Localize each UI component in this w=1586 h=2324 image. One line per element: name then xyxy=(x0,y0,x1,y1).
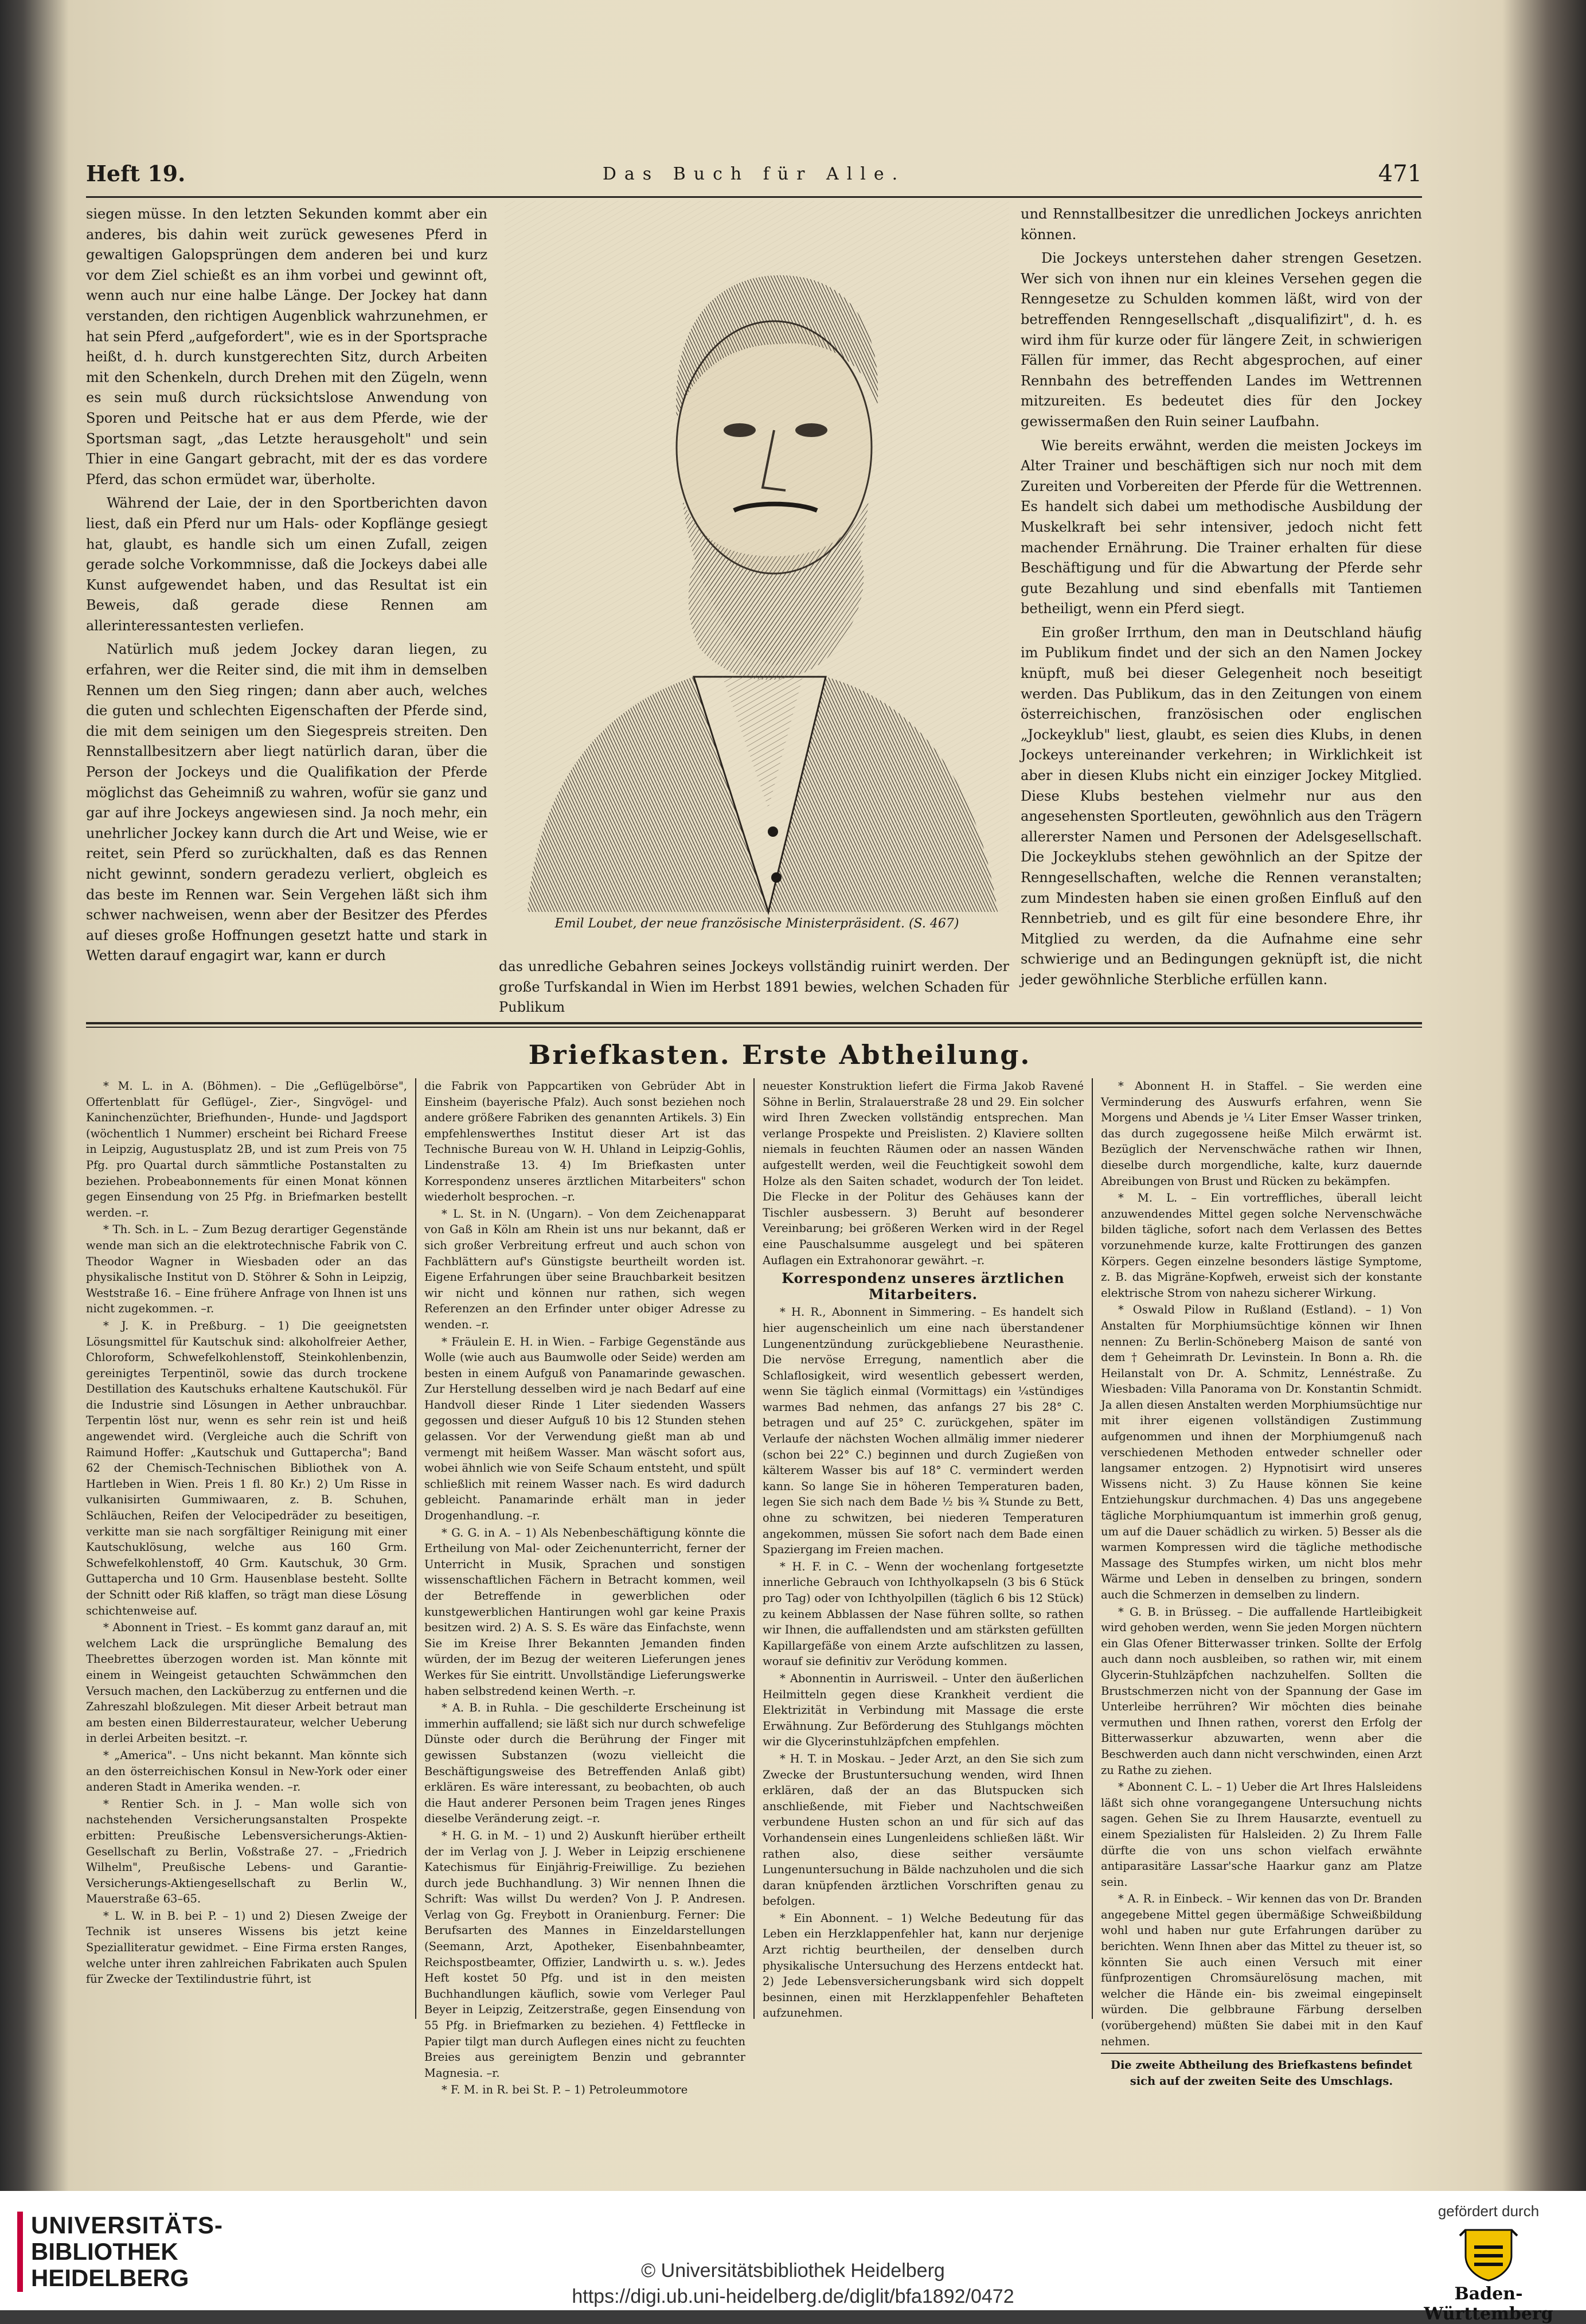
briefkasten-column-3 xyxy=(763,1078,1084,2019)
paragraph: * L. W. in B. bei P. – 1) und 2) Diesen Zweige der Technik ist unseres Wissens bis jetzt keine Spezialliteratur gewidmet. – Eine Firma ersten Ranges, welche unter ihren zahlreichen Fabrikaten auch Spulen für Zwecke der Textilindustrie führt, ist xyxy=(86,1909,407,1986)
paragraph: * Abonnent C. L. – 1) Ueber die Art Ihres Halsleidens läßt sich ohne vorangegangene Untersuchung nichts sagen. Gehen Sie zu Ihrem Hausarzte, eventuell zu einem Spezialisten für Halsleiden. 2) Zu Ihrem Falle dürfte die von uns schon vielfach erwähnte antiparasitäre Lassar'sche Haarkur ganz am Platze sein. xyxy=(1101,1780,1422,1889)
paragraph: * M. L. – Ein vortreffliches, überall leicht anzuwendendes Mittel gegen solche Nervenschwäche bilden tägliche, sofort nach dem Verlassen des Bettes vorzunehmende kurze, kalte Frottirungen des ganzen Körpers. Gegen einzelne besonders lästige Symptome, z. B. das Migräne-Kopfweh, erweist sich der konstante elektrische Strom von nahezu sicherer Wirkung. xyxy=(1101,1191,1422,1300)
paragraph: * Abonnent H. in Staffel. – Sie werden eine Verminderung des Auswurfs erfahren, wenn Sie Morgens und Abends je ¼ Liter Emser Wasser trinken, das durch zugegossene heiße Milch erwärmt ist. Bezüglich der Nervenschwäche rathen wir Ihnen, dieselbe durch morgendliche, kalte, kurz dauernde Abreibungen von Brust und Rücken zu bekämpfen. xyxy=(1101,1079,1422,1188)
permalink-url[interactable]: https://digi.ub.uni-heidelberg.de/diglit/bfa1892/0472 xyxy=(572,2286,1014,2307)
article-column-right xyxy=(1021,204,1422,1090)
paragraph: Die Jockeys unterstehen daher strengen Gesetzen. Wer sich von ihnen nur ein kleines Versehen gegen die Renngesetze zu Schulden kommen läßt, wird von der betreffenden Renngesellschaft „disqualifizirt", d. h. es wird ihm für kurze oder für längere Zeit, in schwierigen Fällen für immer, das Recht abgesprochen, auf einer Rennbahn des betreffenden Landes im Wettrennen mitzureiten. Es bedeutet dies für den Jockey gewissermaßen den Ruin seiner Laufbahn. xyxy=(1021,250,1422,430)
briefkasten-column-4 xyxy=(1101,1078,1422,2088)
header-rule xyxy=(86,196,1422,198)
paragraph: * J. K. in Preßburg. – 1) Die geeignetsten Lösungsmittel für Kautschuk sind: alkoholfreier Aether, Chloroform, Schwefelkohlenstoff, Steinkohlenbenzin, gereinigtes Terpentinöl, sowie das durch trockene Destillation des Kautschuks erhaltene Kautschuköl. Für die Industrie sind Lösungen in Aether unbrauchbar. Terpentin löst nur, wenn es sehr rein ist und heiß angewendet wird. (Vergleiche auch die Schrift von Raimund Hoffer: „Kautschuk und Guttapercha"; Band 62 der Chemisch-Technischen Bibliothek von A. Hartleben in Wien. Preis 1 fl. 80 Kr.) 2) Um Risse in vulkanisirten Gummiwaaren, z. B. Schuhen, Schläuchen, Reifen der Velocipedräder zu beseitigen, verkitte man sie nach sorgfältiger Reinigung mit einer Kautschuklösung, welche aus 160 Grm. Schwefelkohlenstoff, 40 Grm. Kautschuk, 30 Grm. Guttapercha und 10 Grm. Hausenblase besteht. Sollte der Schnitt oder Riß klaffen, so trägt man diese Lösung schichtenweise auf. xyxy=(86,1319,407,1617)
section-rule-bottom xyxy=(86,1027,1422,1028)
paragraph: und Rennstallbesitzer die unredlichen Jockeys anrichten können. xyxy=(1021,206,1422,243)
note-rule xyxy=(1101,2053,1422,2054)
paragraph: neuester Konstruktion liefert die Firma Jakob Ravené Söhne in Berlin, Stralauerstraße 28 und 29. Ein solcher wird Ihren Zwecken vollständig entsprechen. Man verlange Prospekte und Preislisten. 2) Klaviere sollten niemals in feuchten Räumen oder an nassen Wänden aufgestellt werden, weil die Feuchtigkeit sowohl dem Holze als den Saiten schadet, wodurch der Ton leidet. Die Flecke in der Politur des Gehäuses kann der Tischler ausbessern. 3) Beruht auf besonderer Vereinbarung; bei größeren Werken wird in der Regel eine Pauschalsumme ausgelegt und bei späteren Auflagen ein Extrahonorar gewährt. –r. xyxy=(763,1079,1084,1267)
section-title: Briefkasten. Erste Abtheilung. xyxy=(528,1039,1032,1070)
page-number: 471 xyxy=(1378,161,1422,187)
paragraph: * G. G. in A. – 1) Als Nebenbeschäftigung könnte die Ertheilung von Mal- oder Zeichenunterricht, ferner der Unterricht in Musik, Sprachen und sonstigen wissenschaftlichen Fächern in Betracht kommen, weil der Betreffende in gewerblichen oder kunstgewerblichen Hantirungen wohl gar keine Praxis besitzen wird. 2) A. S. S. Es wäre das Einfachste, wenn Sie im Kreise Ihrer Bekannten Jemanden finden würden, der im Bezug der weiteren Lieferungen jenes Werkes für Sie eintritt. Unvollständige Lieferungswerke haben selbstredend keinen Werth. –r. xyxy=(424,1526,745,1698)
column-divider-2 xyxy=(753,1078,755,2019)
paragraph: * Abonnent in Triest. – Es kommt ganz darauf an, mit welchem Lack die ursprüngliche Bemalung des Theebrettes überzogen worden ist. Man könnte mit einem in Weingeist getauchten Schwämmchen den Versuch machen, den Lacküberzug zu entfernen und die Zahreszahl bloßzulegen. Mit dieser Arbeit betraut man am besten einen Bilderrestaurateur, welcher Ueberung in derlei Arbeiten besitzt. –r. xyxy=(86,1621,407,1745)
subsection-heading: Korrespondenz unseres ärztlichen Mitarbeiters. xyxy=(782,1270,1065,1303)
magazine-page xyxy=(63,92,1497,2157)
paragraph: * Ein Abonnent. – 1) Welche Bedeutung für das Leben ein Herzklappenfehler hat, kann nur derjenige Arzt richtig beurtheilen, der denselben durch physikalische Untersuchung des Herzens entdeckt hat. 2) Jede Lebensversicherungsbank wird sich doppelt besinnen, einen mit Herzklappenfehler Behafteten aufzunehmen. xyxy=(763,1911,1084,2020)
portrait-caption: Emil Loubet, der neue französische Ministerpräsident. (S. 467) xyxy=(554,917,959,931)
paragraph: * H. R., Abonnent in Simmering. – Es handelt sich hier augenscheinlich um eine nach überstandener Lungenentzündung zurückgebliebene Neurasthenie. Die nervöse Erregung, namentlich aber die Schlaflosigkeit, wird wesentlich gebessert werden, wenn Sie täglich einmal (Vormittags) ein ¼stündiges warmes Bad nehmen, das anfangs 27 bis 28° C. betragen und auf 25° C. zurückgehen, später im Verlaufe der nächsten Wochen allmälig immer niederer (schon bei 22° C.) beginnen und durch Zugießen von kälterem Wasser bis auf 18° C. vermindert werden kann. So lange Sie in höheren Temperaturen baden, legen Sie sich nach dem Bade ½ bis ¾ Stunde zu Bett, ohne zu schwitzen, bei niederen Temperaturen angekommen, müssen Sie sofort nach dem Bade einen Spaziergang im Freien machen. xyxy=(763,1305,1084,1557)
issue-number: Heft 19. xyxy=(86,161,186,186)
logo-text-line-2: BIBLIOTHEK xyxy=(31,2238,178,2265)
briefkasten-column-1 xyxy=(86,1078,407,2019)
paragraph: * G. B. in Brüsseg. – Die auffallende Hartleibigkeit wird gehoben werden, wenn Sie jeden Morgen nüchtern ein Glas Ofener Bitterwasser trinken. Sollte der Erfolg auch dann noch ausbleiben, so rathen wir, mit einem Glycerin-Stuhlzäpfchen nachzuhelfen. Sollten die Brustschmerzen nicht von der Spannung der Gase im Unterleibe herrühren? Wir möchten dies beinahe vermuthen und Ihnen rathen, vorerst den Erfolg der Bitterwasserkur abzuwarten, wenn aber die Beschwerden auch dann nicht verschwinden, einen Arzt zu Rathe zu ziehen. xyxy=(1101,1605,1422,1777)
publication-title: Das Buch für Alle. xyxy=(602,164,906,184)
coat-of-arms-icon xyxy=(1457,2224,1520,2282)
logo-text-line-3: HEIDELBERG xyxy=(31,2264,189,2291)
paragraph: * H. F. in C. – Wenn der wochenlang fortgesetzte innerliche Gebrauch von Ichthyolkapseln (3 bis 6 Stück pro Tag) oder von Ichthyolpillen (täglich 6 bis 12 Stück) zu keinem Abblassen der Nase führen sollte, so rathen wir Ihnen, die auffallendsten und am stärksten gefüllten Kapillargefäße von einem Arzte aufschlitzen zu lassen, worauf sie definitiv zur Verödung kommen. xyxy=(763,1559,1084,1668)
paragraph: Während der Laie, der in den Sportberichten davon liest, daß ein Pferd nur um Hals- oder Kopflänge gesiegt hat, glaubt, es handle sich um einen Zufall, zeigen gerade solche Vorkommnisse, daß die Jockeys dabei alle Kunst aufgewendet haben, und das Resultat ist ein Beweis, daß gerade diese Rennen am allerinteressantesten verliefen. xyxy=(86,495,487,634)
paragraph: * „America". – Uns nicht bekannt. Man könnte sich an den österreichischen Konsul in New-York oder einer anderen Stadt in Amerika wenden. –r. xyxy=(86,1748,407,1794)
section-rule-top xyxy=(86,1022,1422,1024)
logo-text-line-1: UNIVERSITÄTS- xyxy=(31,2212,224,2239)
sponsor-label: gefördert durch xyxy=(1437,2202,1540,2220)
paragraph: * Fräulein E. H. in Wien. – Farbige Gegenstände aus Wolle (wie auch aus Baumwolle oder Seide) werden am besten in einem Aufguß von Panamarinde gewaschen. Zur Herstellung desselben wird je nach Bedarf auf eine Handvoll dieser Rinde 1 Liter siedenden Wassers gegossen und dieser Aufguß 10 bis 12 Stunden stehen gelassen. Vor der Verwendung gießt man ab und vermengt mit heißem Wasser. Man wäscht sofort aus, wobei ähnlich wie von Seife Schaum entsteht, und spült schließlich mit reinem Wasser nach. Es wird dadurch gebleicht. Panamarinde erhält man in jeder Drogenhandlung. –r. xyxy=(424,1335,745,1523)
copyright-notice: © Universitätsbibliothek Heidelberg xyxy=(641,2260,945,2282)
paragraph: * A. R. in Einbeck. – Wir kennen das von Dr. Branden angegebene Mittel gegen übermäßige Schweißbildung wohl und haben nur gute Erfahrungen darüber zu berichten. Wenn Ihnen aber das Mittel zu theuer ist, so könnten Sie auch einen Versuch mit einer fünfprozentigen Chromsäurelösung machen, mit welcher die Hände ein- bis zweimal eingepinselt würden. Die gelbbraune Färbung derselben (vorübergehend) müßten Sie dabei mit in den Kauf nehmen. xyxy=(1101,1892,1422,2048)
sponsor-badge[interactable] xyxy=(1414,2202,1563,2324)
running-header xyxy=(86,161,1422,195)
column-divider-3 xyxy=(1092,1078,1093,2019)
continuation-note: Die zweite Abtheilung des Briefkastens befindet sich auf der zweiten Seite des Umschlags. xyxy=(1110,2058,1413,2088)
paragraph: * H. T. in Moskau. – Jeder Arzt, an den Sie sich zum Zwecke der Brustuntersuchung wenden, wird Ihnen erklären, daß der an das Blutspucken sich anschließende, mit Fieber und Nachtschweißen verbundene Husten schon an und für sich auf das Vorhandensein eines Lungenleidens schließen läßt. Wir rathen also, diese seither versäumte Lungenuntersuchung in Bälde nachzuholen und die sich daran knüpfenden ärztlichen Vorschriften genau zu befolgen. xyxy=(763,1752,1084,1908)
paragraph: * Oswald Pilow in Rußland (Estland). – 1) Von Anstalten für Morphiumsüchtige können wir Ihnen nennen: Zu Berlin-Schöneberg Maison de santé von dem † Geheimrath Dr. Levinstein. In Bonn a. Rh. die Heilanstalt von Dr. A. Schmitz, Lennéstraße. Zu Wiesbaden: Villa Panorama von Dr. Konstantin Schmidt. Ja allen diesen Anstalten werden Morphiumsüchtige nur mit ihrer eigenen vollständigen Zustimmung aufgenommen und ihnen der Morphiumgenuß nach verschiedenen Methoden entweder schneller oder langsamer entzogen. 2) Hypnotisirt wird unseres Wissens nicht. 3) Zu Hause können Sie keine Entziehungskur durchmachen. 4) Das uns angegebene tägliche Morphiumquantum ist immerhin groß genug, um auf die Dauer schädlich zu wirken. 5) Besser als die warmen Kompressen wird die tägliche methodische Massage des Stumpfes wirken, um nicht blos mehr Wärme und Leben in denselben zu bringen, sondern auch die Schmerzen in demselben zu lindern. xyxy=(1101,1303,1422,1601)
paragraph: Ein großer Irrthum, den man in Deutschland häufig im Publikum findet und der sich an den Namen Jockey knüpft, muß bei dieser Gelegenheit noch beseitigt werden. Das Publikum, das in den Zeitungen von einem österreichischen, französischen oder englischen „Jockeyklub" liest, glaubt, es seien dies Klubs, in denen Jockeys untereinander verkehren; in Wirklichkeit ist aber in diesen Klubs nicht ein einziger Jockey Mitglied. Diese Klubs bestehen vielmehr nur aus den angesehensten Sportleuten, gewöhnlich aus den Trägern allererster Namen und Personen der Adelsgesellschaft. Die Jockeyklubs stehen gewöhnlich an der Spitze der Renngesellschaften, welche die Rennen veranstalten; zum Mindesten haben sie einen großen Einfluß auf den Rennbetrieb, und es gilt für eine besondere Ehre, ihr Mitglied zu werden, da die Aufnahme eine sehr schwierige und an Bedingungen geknüpft ist, die nicht jeder gewöhnliche Sterbliche erfüllen kann. xyxy=(1021,624,1422,988)
paragraph: * Th. Sch. in L. – Zum Bezug derartiger Gegenstände wende man sich an die elektrotechnische Fabrik von C. Theodor Wagner in Wiesbaden oder an das physikalische Institut von D. Stöhrer & Sohn in Leipzig, Weststraße 16. – Eine frühere Anfrage von Ihnen ist uns nicht zugekommen. –r. xyxy=(86,1223,407,1316)
column-divider-1 xyxy=(415,1078,416,2019)
article-column-left xyxy=(86,204,487,1090)
article-continuation: das unredliche Gebahren seines Jockeys vollständig ruinirt werden. Der große Turfskandal in Wien im Herbst 1891 bewies, welchen Schaden für Publikum xyxy=(499,958,1009,1016)
paragraph: die Fabrik von Pappcartiken von Gebrüder Abt in Einsheim (bayerische Pfalz). Auch sonst beziehen noch andere größere Fabriken des genannten Artikels. 3) Ein empfehlenswerthes Institut dieser Art ist das Technische Bureau von W. H. Uhland in Leipzig-Gohlis, Lindenstraße 13. 4) Im Briefkasten unter Korrespondenz unseres ärztlichen Mitarbeiters" schon wiederholt besprochen. –r. xyxy=(424,1079,745,1204)
paragraph: * H. G. in M. – 1) und 2) Auskunft hierüber ertheilt der im Verlag von J. J. Weber in Leipzig erschienene Katechismus für Einjährig-Freiwillige. Zu beziehen durch jede Buchhandlung. 3) Wir nennen Ihnen die Schrift: Was willst Du werden? Von J. P. Andresen. Verlag von Gg. Freybott in Oranienburg. Ferner: Die Berufsarten des Mannes in Einzeldarstellungen (Seemann, Arzt, Apotheker, Eisenbahnbeamter, Reichspostbeamter, Offizier, Landwirth u. s. w.). Jedes Heft kostet 50 Pfg. und ist in den meisten Buchhandlungen käuflich, sowie vom Verleger Paul Beyer in Leipzig, Zeitzerstraße, gegen Einsendung von 55 Pfg. in Briefmarken zu beziehen. 4) Fettflecke in Papier tilgt man durch Auflegen eines nicht zu feuchten Breies aus gereinigtem Benzin und gebrannter Magnesia. –r. xyxy=(424,1828,745,2080)
library-footer xyxy=(0,2191,1586,2324)
paragraph: * F. M. in R. bei St. P. – 1) Petroleummotore xyxy=(442,2083,688,2097)
paragraph: * Abonnentin in Aurrisweil. – Unter den äußerlichen Heilmitteln gegen diese Krankheit verdient die Elektrizität in Verbindung mit Massage die erste Erwähnung. Zur Beförderung des Stuhlgangs möchten wir die Glycerinstuhlzäpfchen empfehlen. xyxy=(763,1671,1084,1749)
briefkasten-column-2 xyxy=(424,1078,745,2097)
sponsor-name: Baden-Württemberg xyxy=(1424,2284,1553,2324)
paragraph: * M. L. in A. (Böhmen). – Die „Geflügelbörse", Offertenblatt für Geflügel-, Zier-, Singvögel- und Kaninchenzüchter, Briefhunden-, Hunde- und Jagdsport (wöchentlich 1 Nummer) erscheint bei Richard Freese in Leipzig, Augustusplatz 2B, und ist zum Preis von 75 Pfg. pro Quartal durch sämmtliche Postanstalten zu beziehen. Probeabonnements für einen Monat können gegen Einsendung von 25 Pfg. in Briefmarken bestellt werden. –r. xyxy=(86,1079,407,1219)
paragraph: Wie bereits erwähnt, werden die meisten Jockeys im Alter Trainer und beschäftigen sich nur noch mit dem Zureiten und Vorbereiten der Pferde für die Wettrennen. Es handelt sich dabei um methodische Ausbildung der Muskelkraft bei sehr intensiver, jedoch nicht fett machender Ernährung. Die Trainer erhalten für diese Beschäftigung und für die Abwartung der Pferde sehr gute Bezahlung und sind ebenfalls mit Tantiemen betheiligt, wenn ein Pferd siegt. xyxy=(1021,437,1422,617)
paragraph: siegen müsse. In den letzten Sekunden kommt aber ein anderes, bis dahin weit zurück gewesenes Pferd in gewaltigen Galopsprüngen dem anderen bei und kurz vor dem Ziel schießt es an ihm vorbei und gewinnt oft, wenn auch nur eine halbe Länge. Der Jockey hat dann verstanden, den richtigen Augenblick wahrzunehmen, er hat sein Pferd „aufgefordert", wie es in der Sportsprache heißt, d. h. durch kunstgerechten Sitz, durch Arbeiten mit den Schenkeln, durch Drehen mit den Zügeln, wenn es sein muß durch rücksichtslose Anwendung von Sporen und Peitsche hat er aus dem Pferde, wie der Sportsman sagt, „das Letzte herausgeholt" und sein Thier in eine Gangart gebracht, mit der es das vordere Pferd, das schon ermüdet war, überholte. xyxy=(86,206,487,488)
article-column-middle-bottom xyxy=(499,957,1009,1020)
paragraph: * L. St. in N. (Ungarn). – Von dem Zeichenapparat von Gaß in Köln am Rhein ist uns nur bekannt, daß er sich großer Verbreitung erfreut und auch schon von Fachblättern auf's Günstigste beurtheilt worden ist. Eigene Erfahrungen über seine Brauchbarkeit besitzen wir nicht und können nur rathen, sich wegen Referenzen an den Erfinder unter obiger Adresse zu wenden. –r. xyxy=(424,1207,745,1331)
paragraph: * A. B. in Ruhla. – Die geschilderte Erscheinung ist immerhin auffallend; sie läßt sich nur durch schwefelige Dünste oder durch die Berührung der Finger mit gewissen Substanzen (wozu vielleicht die Beschäftigungsweise des Betreffenden Anlaß gibt) erklären. Es wäre interessant, zu beobachten, ob auch die Haut anderer Personen beim Tragen jenes Ringes dieselbe Veränderung zeigt. –r. xyxy=(424,1701,745,1826)
portrait-engraving xyxy=(505,201,1009,912)
paragraph: * Rentier Sch. in J. – Man wolle sich von nachstehenden Versicherungsanstalten Prospekte erbitten: Preußische Lebensversicherungs-Aktien-Gesellschaft zu Berlin, Voßstraße 27. – „Friedrich Wilhelm", Preußische Lebens- und Garantie-Versicherungs-Aktiengesellschaft zu Berlin W., Mauerstraße 63–65. xyxy=(86,1797,407,1906)
paragraph: Natürlich muß jedem Jockey daran liegen, zu erfahren, wer die Reiter sind, die mit ihm in demselben Rennen um den Sieg ringen; dann aber auch, welches die guten und schlechten Eigenschaften der Pferde sind, die mit dem seinigen um den Siegespreis streiten. Den Rennstallbesitzern aber liegt natürlich daran, über die Person der Jockeys und die Qualifikation der Pferde möglichst das Geheimniß zu wahren, wofür sie ganz und gar auf ihre Jockeys angewiesen sind. Ja noch mehr, ein unehrlicher Jockey kann durch die Art und Weise, wie er reitet, sein Pferd so zurückhalten, daß es das Rennen nicht gewinnt, sondern geradezu verliert, obgleich es das beste im Rennen war. Sein Vergehen läßt sich ihm schwer nachweisen, wenn aber der Besitzer des Pferdes auf dieses große Hoffnungen gesetzt hatte und stark in Wetten darauf engagirt war, kann er durch xyxy=(86,641,487,964)
